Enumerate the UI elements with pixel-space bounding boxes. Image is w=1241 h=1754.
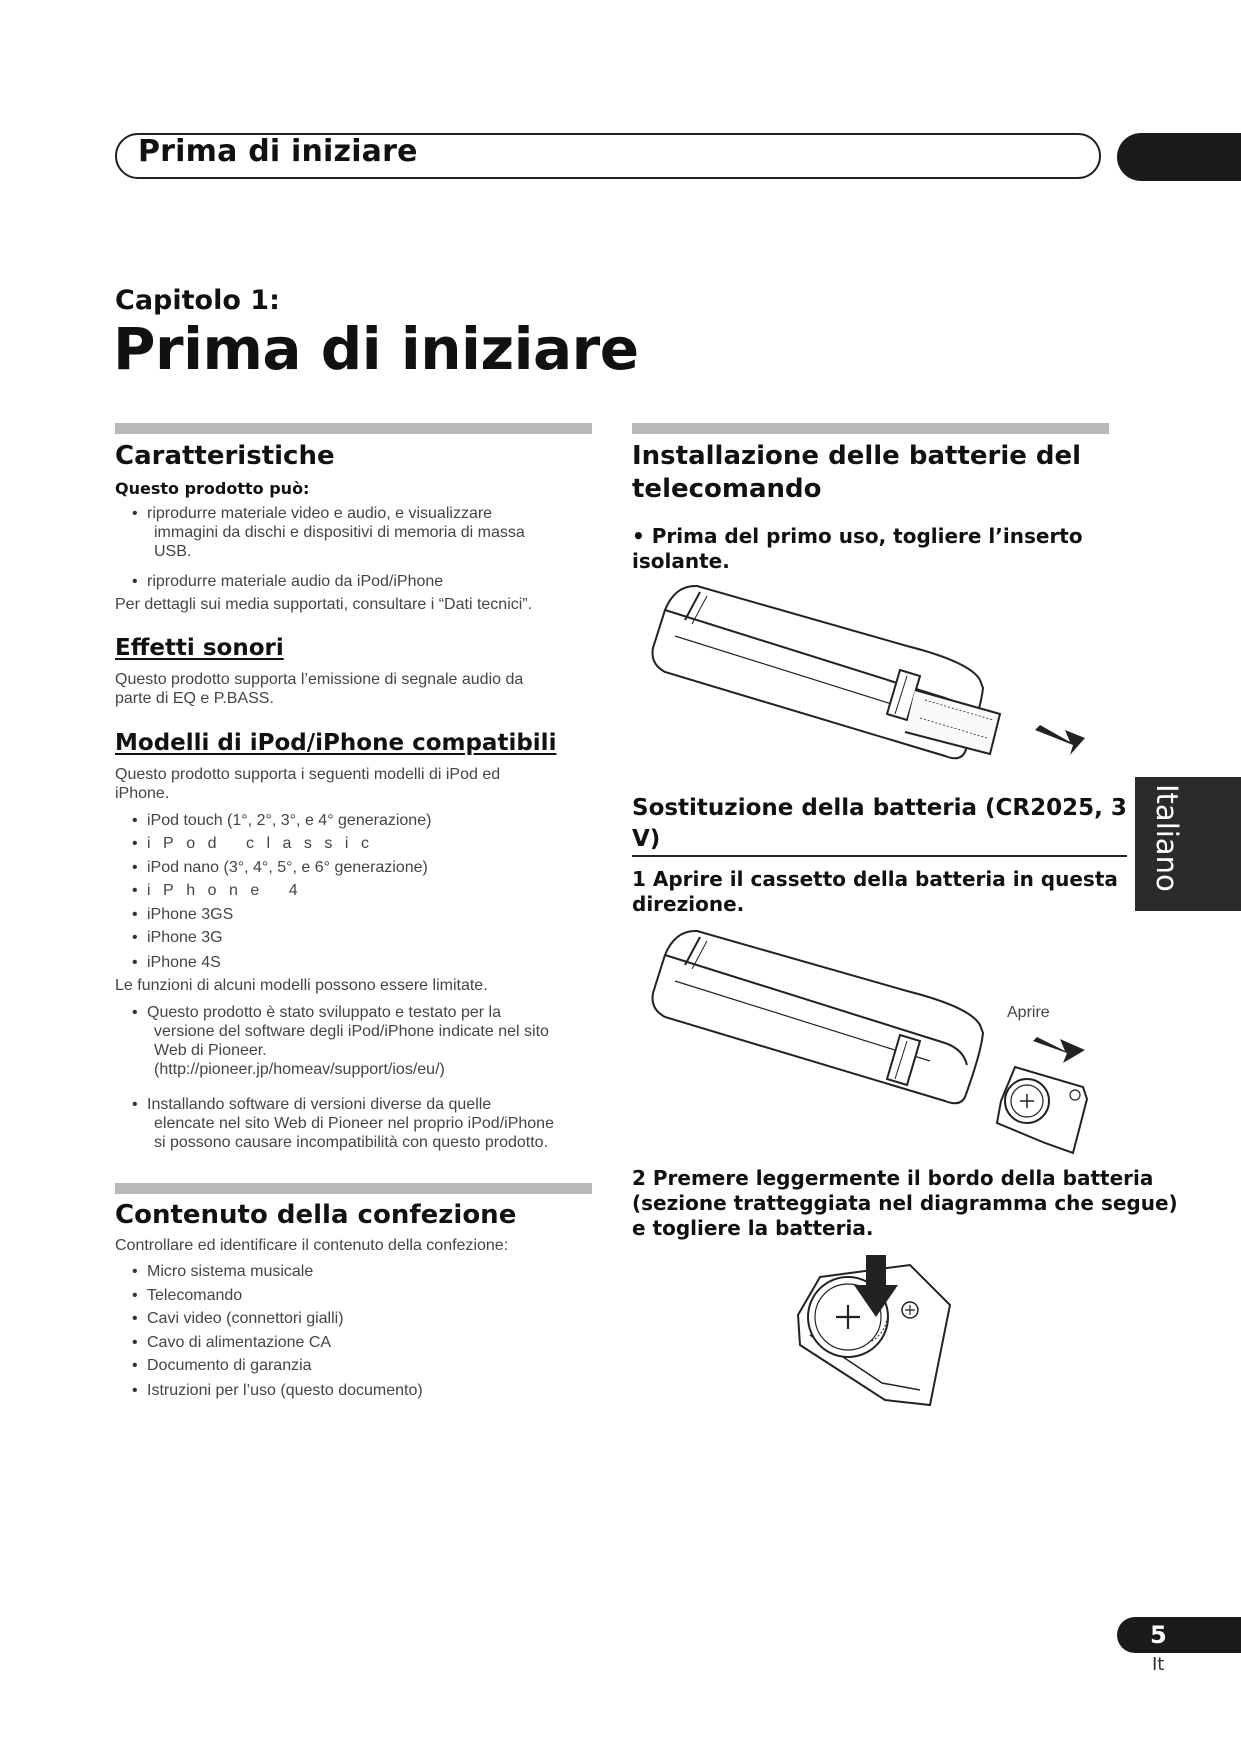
text-line: Installando software di versioni diverse da quelle [147, 1096, 492, 1113]
page-language-code: It [1152, 1654, 1165, 1675]
model-item: • iPhone 4S [132, 954, 221, 971]
text-line: e togliere la batteria. [632, 1216, 874, 1240]
text-line: (sezione tratteggiata nel diagramma che segue) [632, 1191, 1178, 1215]
text-line: iPhone. [115, 785, 170, 802]
model-item: • iPhone 3G [132, 929, 223, 946]
replace-step1 [632, 867, 1118, 917]
text-line: 1 Aprire il cassetto della batteria in questa [632, 867, 1118, 891]
list-item: • riprodurre materiale audio da iPod/iPhone [132, 573, 444, 590]
model-item: • iPod touch (1°, 2°, 3°, e 4° generazione) [132, 812, 432, 829]
sound-text [115, 670, 523, 708]
text-line: Questo prodotto è stato sviluppato e testato per la [147, 1004, 501, 1021]
contents-heading: Contenuto della confezione [115, 1200, 517, 1230]
model-item: • iPhone 3GS [132, 906, 234, 923]
text-line: si possono causare incompatibilità con questo prodotto. [154, 1134, 549, 1151]
remote-insulation-illustration [645, 580, 1095, 770]
page-number-tab [1117, 1617, 1241, 1653]
contents-item: • Cavi video (connettori gialli) [132, 1310, 344, 1327]
model-item: • iPod nano (3°, 4°, 5°, e 6° generazione) [132, 859, 428, 876]
contents-item: • Telecomando [132, 1287, 243, 1304]
text-line: (http://pioneer.jp/homeav/support/ios/eu/) [154, 1061, 445, 1078]
models-limit-note: Le funzioni di alcuni modelli possono essere limitate. [115, 977, 488, 994]
text-line: direzione. [632, 892, 745, 916]
contents-intro: Controllare ed identificare il contenuto della confezione: [115, 1237, 509, 1254]
open-label: Aprire [1007, 1004, 1050, 1021]
language-side-tab-label: Italiano [1150, 784, 1184, 892]
text-line: Web di Pioneer. [154, 1042, 267, 1059]
contents-item: • Micro sistema musicale [132, 1263, 314, 1280]
header-title: Prima di iniziare [138, 134, 418, 169]
replace-step2 [632, 1166, 1178, 1241]
text-line: • Prima del primo uso, togliere l’inserto [632, 524, 1083, 548]
text-line: versione del software degli iPod/iPhone indicate nel sito [154, 1023, 549, 1040]
header-tab [1117, 133, 1241, 181]
text-line: isolante. [632, 549, 730, 573]
model-item: • iPhone 4 [132, 882, 311, 899]
sound-heading: Effetti sonori [115, 635, 284, 661]
list-item: • riprodurre materiale video e audio, e visualizzare immagini da dischi e dispositivi di memoria di massa USB. [132, 505, 525, 560]
section-divider [115, 423, 592, 434]
features-note: Per dettagli sui media supportati, consultare i “Dati tecnici”. [115, 596, 533, 613]
heading-line: Sostituzione della batteria (CR2025, 3 [632, 795, 1127, 821]
batteries-heading [632, 440, 1081, 506]
text-line: 2 Premere leggermente il bordo della batteria [632, 1166, 1154, 1190]
contents-item: • Cavo di alimentazione CA [132, 1334, 332, 1351]
models-note: • Installando software di versioni diverse da quelle elencate nel sito Web di Pioneer nel proprio iPod/iPhone si possono causare incompatibilità con questo prodotto. [132, 1096, 554, 1151]
heading-line: telecomando [632, 474, 822, 504]
features-intro: Questo prodotto può: [115, 479, 310, 498]
chapter-title: Prima di iniziare [113, 315, 639, 383]
models-intro [115, 765, 500, 803]
list-item-line: USB. [154, 543, 192, 560]
section-divider [632, 423, 1109, 434]
remote-open-illustration [645, 925, 1095, 1155]
models-heading: Modelli di iPod/iPhone compatibili [115, 730, 557, 756]
model-item: • iPod classic [132, 835, 382, 852]
battery-removal-illustration [790, 1255, 960, 1415]
text-line: Questo prodotto supporta l’emissione di segnale audio da [115, 671, 524, 688]
text-line: elencate nel sito Web di Pioneer nel proprio iPod/iPhone [154, 1115, 554, 1132]
chapter-label: Capitolo 1: [115, 285, 280, 316]
text-line: Questo prodotto supporta i seguenti modelli di iPod ed [115, 766, 501, 783]
page-number: 5 [1150, 1621, 1167, 1649]
section-divider [115, 1183, 592, 1194]
list-item-line: immagini da dischi e dispositivi di memoria di massa [154, 524, 525, 541]
contents-item: • Documento di garanzia [132, 1357, 312, 1374]
list-item-line: riprodurre materiale audio da iPod/iPhone [147, 573, 444, 590]
models-note: • Questo prodotto è stato sviluppato e testato per la versione del software degli iPod/iPhone indicate nel sito Web di Pioneer. (http://pioneer.jp/homeav/support/ios/eu/) [132, 1004, 549, 1078]
batteries-step0 [632, 524, 1083, 574]
text-line: parte di EQ e P.BASS. [115, 690, 274, 707]
list-item-line: riprodurre materiale video e audio, e visualizzare [147, 505, 493, 522]
heading-line: V) [632, 826, 661, 852]
replace-heading [632, 793, 1127, 857]
features-heading: Caratteristiche [115, 441, 335, 471]
contents-item: • Istruzioni per l’uso (questo documento) [132, 1382, 423, 1399]
heading-line: Installazione delle batterie del [632, 441, 1082, 471]
